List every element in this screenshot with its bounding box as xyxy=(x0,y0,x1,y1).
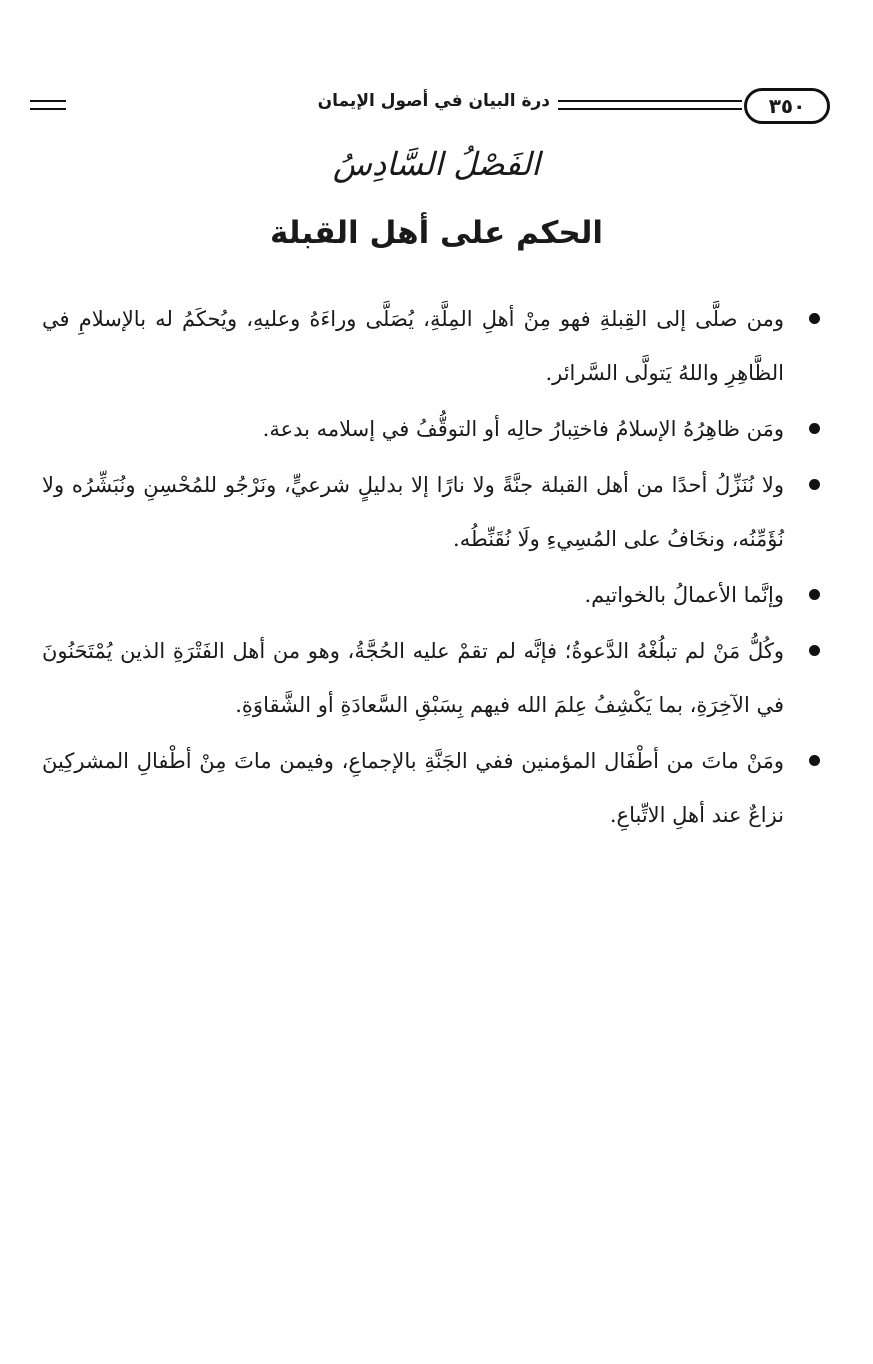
body-content xyxy=(42,292,822,844)
list-item xyxy=(42,458,822,566)
bullet-icon xyxy=(809,589,820,600)
header-rule-right xyxy=(558,100,742,110)
list-item xyxy=(42,624,822,732)
bullet-icon xyxy=(809,479,820,490)
bullet-icon xyxy=(809,313,820,324)
bullet-icon xyxy=(809,423,820,434)
page-number: ٣٥٠ xyxy=(744,88,830,124)
bullet-icon xyxy=(809,755,820,766)
header-rule-left xyxy=(30,100,66,110)
list-item-text: ومَن ظاهِرُهُ الإسلامُ فاختِبارُ حالِه أو التوقُّفُ في إسلامه بدعة. xyxy=(262,417,784,441)
chapter-title: الفَصْلُ السَّادِسُ xyxy=(332,145,541,183)
list-item xyxy=(42,568,822,622)
section-heading: الحكم على أهل القبلة xyxy=(270,215,603,251)
list-item-text: وكُلُّ مَنْ لم تبلُغْهُ الدَّعوةُ؛ فإنَّه لم تقمْ عليه الحُجَّةُ، وهو من أهل الفَتْرَةِ الذين يُمْتَحَنُونَ في الآخِرَةِ، بما يَكْشِفُ عِلمَ الله فيهم بِسَبْقِ السَّعادَةِ أو الشَّقاوَةِ. xyxy=(42,639,784,717)
list-item xyxy=(42,402,822,456)
list-item xyxy=(42,734,822,842)
list-item-text: وإنَّما الأعمالُ بالخواتيم. xyxy=(584,583,784,607)
list-item-text: ومَنْ ماتَ من أطْفَال المؤمنين ففي الجَنَّةِ بالإجماعِ، وفيمن ماتَ مِنْ أطْفالِ المشركِينَ نزاعٌ عند أهلِ الاتِّباعِ. xyxy=(42,749,784,827)
list-item xyxy=(42,292,822,400)
list-item-text: ولا نُنَزِّلُ أحدًا من أهل القبلة جنَّةً ولا نارًا إلا بدليلٍ شرعيٍّ، ونَرْجُو للمُحْسِنِ ونُبَشِّرُه ولا نُؤَمِّنُه، ونخَافُ على المُسِيءِ ولَا نُقَنِّطُه. xyxy=(42,473,784,551)
running-header xyxy=(30,88,830,128)
bullet-icon xyxy=(809,645,820,656)
running-title: درة البيان في أصول الإيمان xyxy=(317,91,550,111)
list-item-text: ومن صلَّى إلى القِبلةِ فهو مِنْ أهلِ المِلَّةِ، يُصَلَّى وراءَهُ وعليهِ، ويُحكَمُ له بالإسلامِ في الظَّاهِرِ واللهُ يَتولَّى السَّرائر. xyxy=(42,307,784,385)
